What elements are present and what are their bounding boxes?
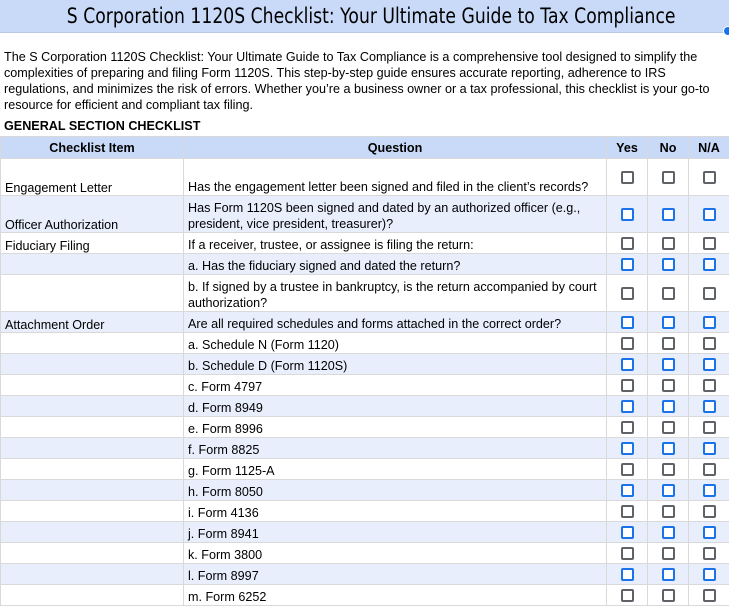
no-checkbox[interactable] [662, 337, 675, 350]
no-cell [648, 585, 689, 606]
question-cell: a. Has the fiduciary signed and dated the return? [184, 254, 607, 275]
checklist-item-cell [1, 396, 184, 417]
table-row [1, 564, 729, 585]
na-cell [689, 480, 729, 501]
yes-checkbox[interactable] [621, 547, 634, 560]
yes-cell [607, 438, 648, 459]
page-title: S Corporation 1120S Checklist: Your Ultimate Guide to Tax Compliance [66, 4, 676, 28]
question-cell: If a receiver, trustee, or assignee is filing the return: [184, 233, 607, 254]
yes-checkbox[interactable] [621, 337, 634, 350]
no-cell [648, 564, 689, 585]
checklist-item-cell [1, 543, 184, 564]
table-row [1, 333, 729, 354]
yes-cell [607, 196, 648, 233]
checklist-table [0, 136, 729, 606]
question-cell: k. Form 3800 [184, 543, 607, 564]
table-row [1, 159, 729, 196]
column-header-item: Checklist Item [1, 137, 184, 159]
checklist-item-cell [1, 333, 184, 354]
yes-cell [607, 333, 648, 354]
na-cell [689, 459, 729, 480]
na-checkbox[interactable] [703, 589, 716, 602]
table-row [1, 396, 729, 417]
no-cell [648, 233, 689, 254]
yes-cell [607, 501, 648, 522]
no-cell [648, 375, 689, 396]
no-cell [648, 417, 689, 438]
na-checkbox[interactable] [703, 442, 716, 455]
table-row [1, 275, 729, 312]
na-cell [689, 438, 729, 459]
no-cell [648, 501, 689, 522]
na-cell [689, 233, 729, 254]
yes-checkbox[interactable] [621, 442, 634, 455]
no-cell [648, 438, 689, 459]
yes-checkbox[interactable] [621, 379, 634, 392]
na-cell [689, 159, 729, 196]
question-cell: b. If signed by a trustee in bankruptcy, is the return accompanied by court authorization? [184, 275, 607, 312]
yes-checkbox[interactable] [621, 208, 634, 221]
no-checkbox[interactable] [662, 237, 675, 250]
na-cell [689, 375, 729, 396]
yes-cell [607, 585, 648, 606]
question-cell: b. Schedule D (Form 1120S) [184, 354, 607, 375]
table-row [1, 254, 729, 275]
question-cell: j. Form 8941 [184, 522, 607, 543]
table-row [1, 312, 729, 333]
no-checkbox[interactable] [662, 316, 675, 329]
title-bar [0, 0, 729, 33]
table-row [1, 375, 729, 396]
yes-cell [607, 480, 648, 501]
no-cell [648, 459, 689, 480]
checklist-item-cell [1, 459, 184, 480]
yes-checkbox[interactable] [621, 526, 634, 539]
intro-paragraph: The S Corporation 1120S Checklist: Your Ultimate Guide to Tax Compliance is a comprehensive tool designed to simplify the complexities of preparing and filing Form 1120S. This step-by-step guide ensures accurate reporting, adherence to IRS regulations, and minimizes the risk of errors. Whether you’re a business owner or a tax professional, this checklist is your go-to resource for efficient and compliant tax filing. [4, 50, 710, 112]
checklist-item-cell [1, 254, 184, 275]
no-cell [648, 254, 689, 275]
no-checkbox[interactable] [662, 421, 675, 434]
question-cell: m. Form 6252 [184, 585, 607, 606]
checklist-item-cell [1, 417, 184, 438]
na-cell [689, 275, 729, 312]
no-checkbox[interactable] [662, 258, 675, 271]
column-header-na: N/A [689, 137, 729, 159]
na-cell [689, 417, 729, 438]
na-cell [689, 196, 729, 233]
column-header-question: Question [184, 137, 607, 159]
no-checkbox[interactable] [662, 568, 675, 581]
no-checkbox[interactable] [662, 484, 675, 497]
column-header-yes: Yes [607, 137, 648, 159]
table-row [1, 417, 729, 438]
yes-checkbox[interactable] [621, 171, 634, 184]
yes-checkbox[interactable] [621, 258, 634, 271]
checklist-item-cell [1, 480, 184, 501]
na-cell [689, 254, 729, 275]
yes-cell [607, 233, 648, 254]
na-checkbox[interactable] [703, 208, 716, 221]
no-cell [648, 480, 689, 501]
question-cell: Has Form 1120S been signed and dated by an authorized officer (e.g., president, vice president, treasurer)? [184, 196, 607, 233]
na-checkbox[interactable] [703, 568, 716, 581]
table-row [1, 522, 729, 543]
na-cell [689, 585, 729, 606]
na-checkbox[interactable] [703, 316, 716, 329]
no-checkbox[interactable] [662, 526, 675, 539]
no-checkbox[interactable] [662, 208, 675, 221]
na-checkbox[interactable] [703, 505, 716, 518]
column-header-no: No [648, 137, 689, 159]
no-cell [648, 333, 689, 354]
selection-handle-icon[interactable] [723, 26, 729, 36]
question-cell: l. Form 8997 [184, 564, 607, 585]
table-row [1, 480, 729, 501]
no-checkbox[interactable] [662, 379, 675, 392]
na-cell [689, 333, 729, 354]
na-checkbox[interactable] [703, 463, 716, 476]
question-cell: Has the engagement letter been signed and filed in the client’s records? [184, 159, 607, 196]
checklist-item-cell: Officer Authorization [1, 196, 184, 233]
na-checkbox[interactable] [703, 484, 716, 497]
no-checkbox[interactable] [662, 589, 675, 602]
table-row [1, 196, 729, 233]
na-cell [689, 501, 729, 522]
checklist-item-cell [1, 275, 184, 312]
checklist-item-cell: Fiduciary Filing [1, 233, 184, 254]
no-checkbox[interactable] [662, 547, 675, 560]
checklist-item-cell [1, 354, 184, 375]
yes-cell [607, 375, 648, 396]
no-cell [648, 159, 689, 196]
checklist-item-cell [1, 564, 184, 585]
checklist-item-cell [1, 375, 184, 396]
table-row [1, 585, 729, 606]
question-cell: a. Schedule N (Form 1120) [184, 333, 607, 354]
question-cell: d. Form 8949 [184, 396, 607, 417]
na-cell [689, 522, 729, 543]
no-cell [648, 396, 689, 417]
question-cell: h. Form 8050 [184, 480, 607, 501]
yes-checkbox[interactable] [621, 358, 634, 371]
yes-cell [607, 254, 648, 275]
yes-checkbox[interactable] [621, 568, 634, 581]
table-row [1, 354, 729, 375]
no-cell [648, 522, 689, 543]
checklist-item-cell [1, 585, 184, 606]
yes-checkbox[interactable] [621, 287, 634, 300]
table-row [1, 543, 729, 564]
yes-cell [607, 396, 648, 417]
na-cell [689, 543, 729, 564]
question-cell: f. Form 8825 [184, 438, 607, 459]
question-cell: g. Form 1125-A [184, 459, 607, 480]
no-cell [648, 196, 689, 233]
no-cell [648, 354, 689, 375]
checklist-item-cell: Engagement Letter [1, 159, 184, 196]
checklist-item-cell [1, 522, 184, 543]
yes-cell [607, 564, 648, 585]
table-row [1, 438, 729, 459]
na-checkbox[interactable] [703, 358, 716, 371]
yes-cell [607, 522, 648, 543]
header-row [1, 137, 729, 159]
question-cell: e. Form 8996 [184, 417, 607, 438]
na-checkbox[interactable] [703, 337, 716, 350]
na-cell [689, 354, 729, 375]
yes-checkbox[interactable] [621, 421, 634, 434]
yes-cell [607, 275, 648, 312]
yes-checkbox[interactable] [621, 484, 634, 497]
checklist-item-cell: Attachment Order [1, 312, 184, 333]
na-checkbox[interactable] [703, 379, 716, 392]
yes-checkbox[interactable] [621, 400, 634, 413]
question-cell: i. Form 4136 [184, 501, 607, 522]
question-cell: Are all required schedules and forms attached in the correct order? [184, 312, 607, 333]
no-checkbox[interactable] [662, 463, 675, 476]
na-checkbox[interactable] [703, 237, 716, 250]
checklist-item-cell [1, 501, 184, 522]
yes-cell [607, 459, 648, 480]
yes-cell [607, 354, 648, 375]
no-checkbox[interactable] [662, 171, 675, 184]
no-cell [648, 275, 689, 312]
yes-cell [607, 312, 648, 333]
no-checkbox[interactable] [662, 442, 675, 455]
na-checkbox[interactable] [703, 258, 716, 271]
question-cell: c. Form 4797 [184, 375, 607, 396]
yes-checkbox[interactable] [621, 589, 634, 602]
na-checkbox[interactable] [703, 547, 716, 560]
yes-cell [607, 417, 648, 438]
yes-cell [607, 543, 648, 564]
yes-checkbox[interactable] [621, 237, 634, 250]
table-row [1, 459, 729, 480]
yes-checkbox[interactable] [621, 463, 634, 476]
no-checkbox[interactable] [662, 287, 675, 300]
section-heading: GENERAL SECTION CHECKLIST [4, 119, 201, 133]
table-row [1, 233, 729, 254]
no-cell [648, 543, 689, 564]
na-checkbox[interactable] [703, 171, 716, 184]
yes-checkbox[interactable] [621, 316, 634, 329]
na-checkbox[interactable] [703, 287, 716, 300]
na-checkbox[interactable] [703, 526, 716, 539]
yes-cell [607, 159, 648, 196]
na-checkbox[interactable] [703, 400, 716, 413]
no-checkbox[interactable] [662, 400, 675, 413]
na-cell [689, 312, 729, 333]
checklist-item-cell [1, 438, 184, 459]
no-cell [648, 312, 689, 333]
na-checkbox[interactable] [703, 421, 716, 434]
table-row [1, 501, 729, 522]
na-cell [689, 396, 729, 417]
yes-checkbox[interactable] [621, 505, 634, 518]
no-checkbox[interactable] [662, 358, 675, 371]
na-cell [689, 564, 729, 585]
no-checkbox[interactable] [662, 505, 675, 518]
